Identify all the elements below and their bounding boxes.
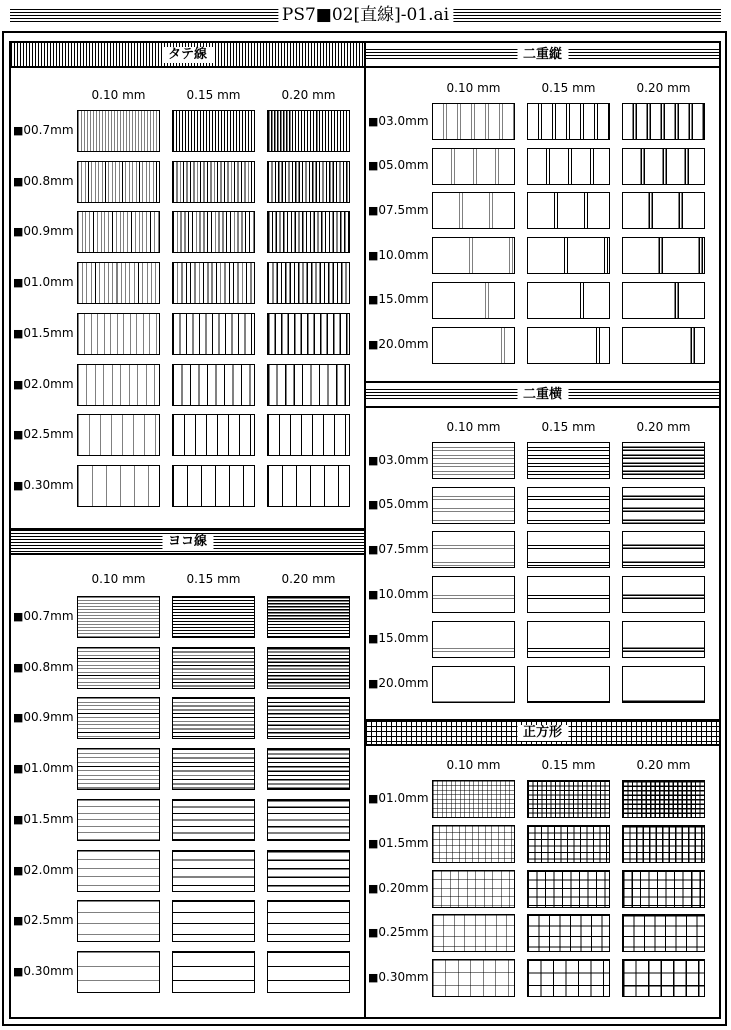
seihokei-swatch[interactable]	[527, 825, 610, 863]
yoko-swatch[interactable]	[172, 850, 255, 892]
seihokei-row-label-text: 01.5mm	[378, 835, 429, 850]
nijuyoko-swatch[interactable]	[527, 531, 610, 568]
seihokei-row-label	[368, 836, 429, 850]
yoko-swatch[interactable]	[172, 799, 255, 841]
nijutate-swatch[interactable]	[622, 192, 705, 229]
yoko-swatch[interactable]	[267, 596, 350, 638]
document-title: PS7■02[直線]-01.ai	[278, 4, 453, 26]
nijuyoko-swatch[interactable]	[527, 442, 610, 479]
nijutate-row-label-text: 15.0mm	[378, 292, 429, 307]
yoko-swatch[interactable]	[172, 596, 255, 638]
square-bullet-icon: ■	[13, 660, 24, 674]
yoko-row-label	[13, 863, 74, 877]
nijuyoko-swatch[interactable]	[432, 531, 515, 568]
nijutate-row-label	[368, 158, 429, 172]
square-bullet-icon: ■	[368, 677, 379, 690]
nijuyoko-swatch[interactable]	[622, 621, 705, 658]
tate-swatch[interactable]	[77, 110, 160, 152]
nijutate-swatch[interactable]	[622, 103, 705, 140]
square-bullet-icon: ■	[13, 812, 24, 826]
yoko-row-label-text: 00.7mm	[23, 609, 74, 623]
square-bullet-icon: ■	[13, 914, 24, 928]
yoko-row-label	[13, 710, 74, 724]
nijuyoko-swatch[interactable]	[622, 576, 705, 613]
nijuyoko-row-label-text: 10.0mm	[378, 586, 429, 601]
tate-row-label-text: 0.30mm	[23, 477, 74, 492]
square-bullet-icon: ■	[368, 881, 379, 895]
seihokei-swatch[interactable]	[432, 825, 515, 863]
yoko-swatch[interactable]	[77, 748, 160, 790]
nijutate-swatch[interactable]	[432, 148, 515, 185]
nijutate-swatch[interactable]	[527, 237, 610, 274]
yoko-row-label-text: 02.5mm	[23, 913, 74, 928]
tate-swatch[interactable]	[172, 161, 255, 203]
yoko-swatch[interactable]	[267, 850, 350, 892]
title-bar	[10, 4, 721, 26]
seihokei-row-label-text: 0.20mm	[378, 880, 429, 895]
tate-column-label: 0.15 mm	[186, 88, 241, 102]
nijutate-row-label-text: 10.0mm	[378, 247, 429, 262]
nijutate-row-label-text: 05.0mm	[378, 158, 429, 173]
square-bullet-icon: ■	[368, 587, 379, 601]
yoko-swatch[interactable]	[267, 799, 350, 841]
nijutate-row-label	[368, 292, 429, 306]
yoko-row-label-text: 0.30mm	[23, 963, 74, 978]
seihokei-row-label	[368, 791, 429, 805]
nijutate-row-label	[368, 114, 429, 128]
square-bullet-icon: ■	[13, 326, 24, 340]
seihokei-swatch[interactable]	[622, 780, 705, 818]
tate-column-label: 0.20 mm	[281, 88, 336, 102]
seihokei-column-label: 0.15 mm	[541, 758, 596, 772]
square-bullet-icon: ■	[13, 428, 24, 442]
nijutate-swatch[interactable]	[527, 103, 610, 140]
tate-row-label-text: 01.0mm	[23, 275, 74, 290]
yoko-swatch[interactable]	[172, 951, 255, 993]
yoko-swatch[interactable]	[77, 900, 160, 942]
seihokei-swatch[interactable]	[527, 914, 610, 952]
tate-row-label	[13, 174, 74, 188]
nijutate-swatch[interactable]	[622, 327, 705, 364]
seihokei-swatch[interactable]	[527, 959, 610, 997]
nijutate-swatch[interactable]	[527, 148, 610, 185]
seihokei-swatch[interactable]	[622, 825, 705, 863]
nijutate-swatch[interactable]	[432, 237, 515, 274]
nijutate-row-label	[368, 337, 429, 351]
nijutate-swatch[interactable]	[527, 192, 610, 229]
square-bullet-icon: ■	[368, 453, 379, 467]
nijuyoko-swatch[interactable]	[527, 487, 610, 524]
square-bullet-icon: ■	[368, 498, 379, 512]
tate-header	[11, 43, 364, 68]
tate-swatch[interactable]	[77, 161, 160, 203]
seihokei-title: 正方形	[517, 725, 568, 741]
nijuyoko-row-label	[368, 453, 429, 467]
nijutate-column-label: 0.10 mm	[446, 81, 501, 95]
nijuyoko-swatch[interactable]	[432, 487, 515, 524]
tate-row-label-text: 00.8mm	[23, 173, 74, 188]
yoko-title: ヨコ線	[162, 534, 213, 550]
nijuyoko-swatch[interactable]	[622, 531, 705, 568]
tate-row-label	[13, 377, 74, 391]
seihokei-header	[366, 719, 719, 746]
seihokei-swatch[interactable]	[432, 780, 515, 818]
yoko-row-label-text: 01.5mm	[23, 811, 74, 826]
yoko-row-label	[13, 761, 74, 775]
tate-row-label	[13, 427, 74, 441]
yoko-swatch[interactable]	[77, 647, 160, 689]
yoko-row-label-text: 02.0mm	[23, 862, 74, 877]
tate-swatch[interactable]	[172, 110, 255, 152]
nijutate-header	[366, 43, 719, 68]
nijutate-swatch[interactable]	[432, 327, 515, 364]
yoko-swatch[interactable]	[77, 799, 160, 841]
seihokei-swatch[interactable]	[432, 914, 515, 952]
yoko-swatch[interactable]	[172, 748, 255, 790]
yoko-swatch[interactable]	[77, 596, 160, 638]
tate-row-label	[13, 275, 74, 289]
seihokei-row-label-text: 0.25mm	[378, 925, 429, 940]
nijuyoko-swatch[interactable]	[622, 487, 705, 524]
tate-row-label	[13, 224, 74, 238]
nijutate-row-label	[368, 203, 429, 217]
seihokei-column-label: 0.20 mm	[636, 758, 691, 772]
yoko-swatch[interactable]	[77, 951, 160, 993]
seihokei-swatch[interactable]	[432, 959, 515, 997]
square-bullet-icon: ■	[368, 248, 379, 262]
tate-row-label-text: 00.9mm	[23, 224, 74, 239]
nijuyoko-row-label-text: 03.0mm	[378, 452, 429, 467]
nijuyoko-swatch[interactable]	[622, 666, 705, 703]
yoko-row-label	[13, 812, 74, 826]
yoko-column-label: 0.10 mm	[91, 572, 146, 586]
nijutate-swatch[interactable]	[527, 282, 610, 319]
yoko-column-label: 0.15 mm	[186, 572, 241, 586]
nijutate-swatch[interactable]	[622, 148, 705, 185]
tate-row-label	[13, 478, 74, 492]
nijutate-row-label-text: 20.0mm	[378, 337, 429, 351]
tate-swatch[interactable]	[267, 364, 350, 406]
yoko-swatch[interactable]	[172, 900, 255, 942]
square-bullet-icon: ■	[368, 792, 379, 805]
yoko-swatch[interactable]	[172, 647, 255, 689]
seihokei-row-label	[368, 881, 429, 895]
square-bullet-icon: ■	[368, 159, 379, 173]
nijuyoko-swatch[interactable]	[527, 621, 610, 658]
square-bullet-icon: ■	[13, 762, 24, 776]
seihokei-swatch[interactable]	[622, 914, 705, 952]
seihokei-swatch[interactable]	[622, 959, 705, 997]
tate-row-label-text: 02.5mm	[23, 427, 74, 442]
nijutate-swatch[interactable]	[527, 327, 610, 364]
square-bullet-icon: ■	[13, 711, 24, 725]
yoko-swatch[interactable]	[172, 697, 255, 739]
yoko-swatch[interactable]	[267, 647, 350, 689]
tate-swatch[interactable]	[77, 364, 160, 406]
yoko-swatch[interactable]	[77, 850, 160, 892]
tate-swatch[interactable]	[267, 262, 350, 304]
tate-swatch[interactable]	[172, 414, 255, 456]
tate-row-label-text: 02.0mm	[23, 376, 74, 391]
nijutate-swatch[interactable]	[622, 237, 705, 274]
nijutate-row-label	[368, 248, 429, 262]
seihokei-swatch[interactable]	[622, 870, 705, 908]
square-bullet-icon: ■	[13, 276, 24, 290]
square-bullet-icon: ■	[368, 926, 379, 940]
yoko-row-label	[13, 660, 74, 674]
yoko-swatch[interactable]	[77, 697, 160, 739]
nijuyoko-row-label	[368, 631, 429, 645]
square-bullet-icon: ■	[13, 610, 24, 623]
nijuyoko-title: 二重横	[517, 387, 568, 403]
yoko-row-label	[13, 609, 74, 623]
nijuyoko-swatch[interactable]	[432, 666, 515, 703]
nijutate-row-label-text: 03.0mm	[378, 113, 429, 128]
square-bullet-icon: ■	[13, 964, 24, 978]
tate-swatch[interactable]	[267, 211, 350, 253]
nijuyoko-swatch[interactable]	[527, 576, 610, 613]
yoko-header	[11, 528, 364, 555]
yoko-row-label-text: 00.8mm	[23, 659, 74, 674]
nijuyoko-row-label	[368, 587, 429, 601]
tate-swatch[interactable]	[172, 465, 255, 507]
tate-swatch[interactable]	[77, 211, 160, 253]
yoko-row-label-text: 01.0mm	[23, 761, 74, 776]
square-bullet-icon: ■	[368, 971, 379, 985]
nijutate-title: 二重縦	[517, 47, 568, 63]
nijuyoko-swatch[interactable]	[432, 621, 515, 658]
yoko-swatch[interactable]	[267, 900, 350, 942]
nijuyoko-header	[366, 381, 719, 408]
square-bullet-icon: ■	[13, 478, 24, 492]
seihokei-column-label: 0.10 mm	[446, 758, 501, 772]
tate-swatch[interactable]	[267, 110, 350, 152]
nijuyoko-column-label: 0.20 mm	[636, 420, 691, 434]
nijuyoko-swatch[interactable]	[432, 576, 515, 613]
nijuyoko-row-label-text: 07.5mm	[378, 541, 429, 556]
nijuyoko-column-label: 0.10 mm	[446, 420, 501, 434]
square-bullet-icon: ■	[368, 632, 379, 646]
nijuyoko-swatch[interactable]	[622, 442, 705, 479]
square-bullet-icon: ■	[13, 863, 24, 877]
yoko-swatch[interactable]	[267, 748, 350, 790]
square-bullet-icon: ■	[368, 203, 379, 217]
yoko-column-label: 0.20 mm	[281, 572, 336, 586]
nijuyoko-swatch[interactable]	[432, 442, 515, 479]
nijuyoko-row-label	[368, 497, 429, 511]
nijuyoko-swatch[interactable]	[527, 666, 610, 703]
square-bullet-icon: ■	[368, 293, 379, 307]
tate-swatch[interactable]	[77, 262, 160, 304]
nijutate-swatch[interactable]	[432, 192, 515, 229]
seihokei-row-label-text: 0.30mm	[378, 970, 429, 985]
seihokei-row-label-text: 01.0mm	[378, 791, 429, 805]
nijutate-column-label: 0.20 mm	[636, 81, 691, 95]
tate-swatch[interactable]	[267, 465, 350, 507]
nijuyoko-row-label	[368, 542, 429, 556]
tate-swatch[interactable]	[77, 313, 160, 355]
nijuyoko-row-label-text: 05.0mm	[378, 497, 429, 512]
tate-title: タテ線	[162, 47, 213, 63]
tate-swatch[interactable]	[172, 364, 255, 406]
tate-swatch[interactable]	[77, 414, 160, 456]
square-bullet-icon: ■	[368, 542, 379, 556]
seihokei-swatch[interactable]	[527, 870, 610, 908]
yoko-swatch[interactable]	[267, 697, 350, 739]
seihokei-swatch[interactable]	[527, 780, 610, 818]
tate-swatch[interactable]	[267, 161, 350, 203]
square-bullet-icon: ■	[13, 225, 24, 239]
nijutate-swatch[interactable]	[432, 103, 515, 140]
square-bullet-icon: ■	[368, 836, 379, 850]
seihokei-row-label	[368, 970, 429, 984]
tate-swatch[interactable]	[172, 313, 255, 355]
nijuyoko-row-label	[368, 676, 429, 690]
tate-swatch[interactable]	[172, 262, 255, 304]
square-bullet-icon: ■	[13, 124, 24, 137]
seihokei-row-label	[368, 925, 429, 939]
nijuyoko-row-label-text: 20.0mm	[378, 676, 429, 690]
yoko-row-label	[13, 964, 74, 978]
nijuyoko-column-label: 0.15 mm	[541, 420, 596, 434]
square-bullet-icon: ■	[13, 174, 24, 188]
nijutate-row-label-text: 07.5mm	[378, 202, 429, 217]
square-bullet-icon: ■	[368, 338, 379, 351]
tate-swatch[interactable]	[77, 465, 160, 507]
tate-swatch[interactable]	[267, 414, 350, 456]
square-bullet-icon: ■	[13, 377, 24, 391]
nijutate-swatch[interactable]	[622, 282, 705, 319]
tate-row-label-text: 01.5mm	[23, 325, 74, 340]
nijuyoko-row-label-text: 15.0mm	[378, 631, 429, 646]
square-bullet-icon: ■	[368, 114, 379, 128]
yoko-swatch[interactable]	[267, 951, 350, 993]
yoko-row-label	[13, 913, 74, 927]
tate-column-label: 0.10 mm	[91, 88, 146, 102]
tate-row-label	[13, 326, 74, 340]
nijutate-swatch[interactable]	[432, 282, 515, 319]
yoko-row-label-text: 00.9mm	[23, 710, 74, 725]
tate-swatch[interactable]	[267, 313, 350, 355]
seihokei-swatch[interactable]	[432, 870, 515, 908]
tate-swatch[interactable]	[172, 211, 255, 253]
tate-row-label-text: 00.7mm	[23, 123, 74, 137]
nijutate-column-label: 0.15 mm	[541, 81, 596, 95]
tate-row-label	[13, 123, 74, 137]
